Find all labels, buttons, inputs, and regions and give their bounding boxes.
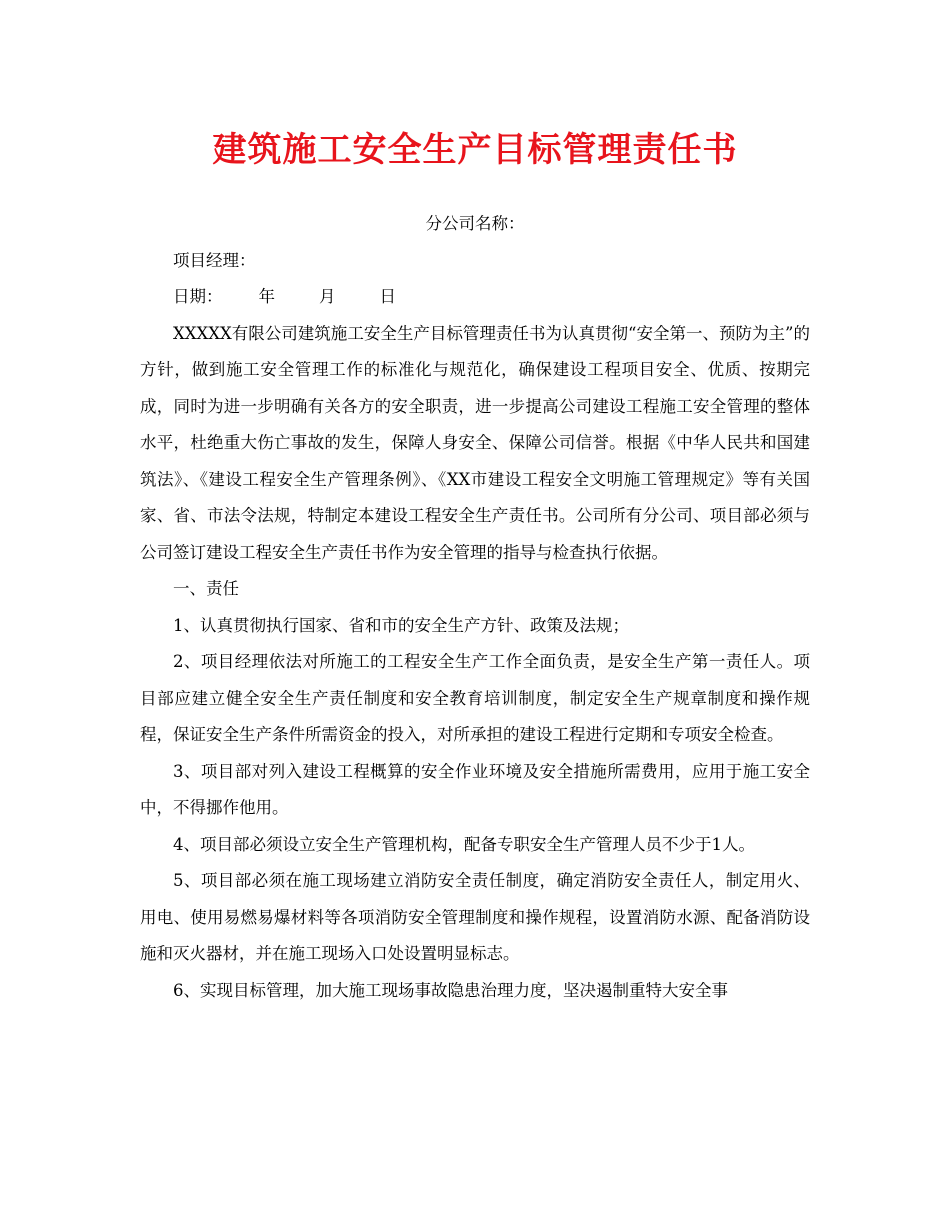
date-day: 日 bbox=[379, 287, 396, 306]
branch-name-label: 分公司名称： bbox=[425, 214, 525, 233]
date-line bbox=[140, 279, 810, 316]
responsibility-item-1: 1、认真贯彻执行国家、省和市的安全生产方针、政策及法规； bbox=[173, 615, 629, 635]
section-heading: 一、责任 bbox=[173, 579, 239, 598]
document-body bbox=[140, 206, 810, 1009]
date-label: 日期： bbox=[173, 287, 223, 306]
project-manager-label: 项目经理： bbox=[173, 250, 256, 270]
responsibility-item-2: 2、项目经理依法对所施工的工程安全生产工作全面负责，是安全生产第一责任人。项目部应建立健全安全生产责任制度和安全教育培训制度，制定安全生产规章制度和操作规程，保证安全生产条件所需资金的投入，对所承担的建设工程进行定期和专项安全检查。 bbox=[140, 652, 810, 744]
responsibility-item-5: 5、项目部必须在施工现场建立消防安全责任制度，确定消防安全责任人，制定用火、用电、使用易燃易爆材料等各项消防安全管理制度和操作规程，设置消防水源、配备消防设施和灭火器材，并在施工现场入口处设置明显标志。 bbox=[140, 871, 810, 963]
date-month: 月 bbox=[319, 287, 336, 306]
responsibility-item-4: 4、项目部必须设立安全生产管理机构，配备专职安全生产管理人员不少于1人。 bbox=[173, 834, 755, 854]
intro-paragraph: XXXXX有限公司建筑施工安全生产目标管理责任书为认真贯彻“安全第一、预防为主”的方针，做到施工安全管理工作的标准化与规范化，确保建设工程项目安全、优质、按期完成，同时为进一步明确有关各方的安全职责，进一步提高公司建设工程施工安全管理的整体水平，杜绝重大伤亡事故的发生，保障人身安全、保障公司信誉。根据《中华人民共和国建筑法》、《建设工程安全生产管理条例》、《XX市建设工程安全文明施工管理规定》等有关国家、省、市法令法规，特制定本建设工程安全生产责任书。公司所有分公司、项目部必须与公司签订建设工程安全生产责任书作为安全管理的指导与检查执行依据。 bbox=[140, 323, 810, 562]
document-title: 建筑施工安全生产目标管理责任书 bbox=[212, 130, 738, 170]
responsibility-item-3: 3、项目部对列入建设工程概算的安全作业环境及安全措施所需费用，应用于施工安全中，不得挪作他用。 bbox=[140, 761, 810, 817]
date-year: 年 bbox=[258, 287, 275, 306]
responsibility-item-6: 6、实现目标管理，加大施工现场事故隐患治理力度，坚决遏制重特大安全事 bbox=[173, 980, 728, 1000]
